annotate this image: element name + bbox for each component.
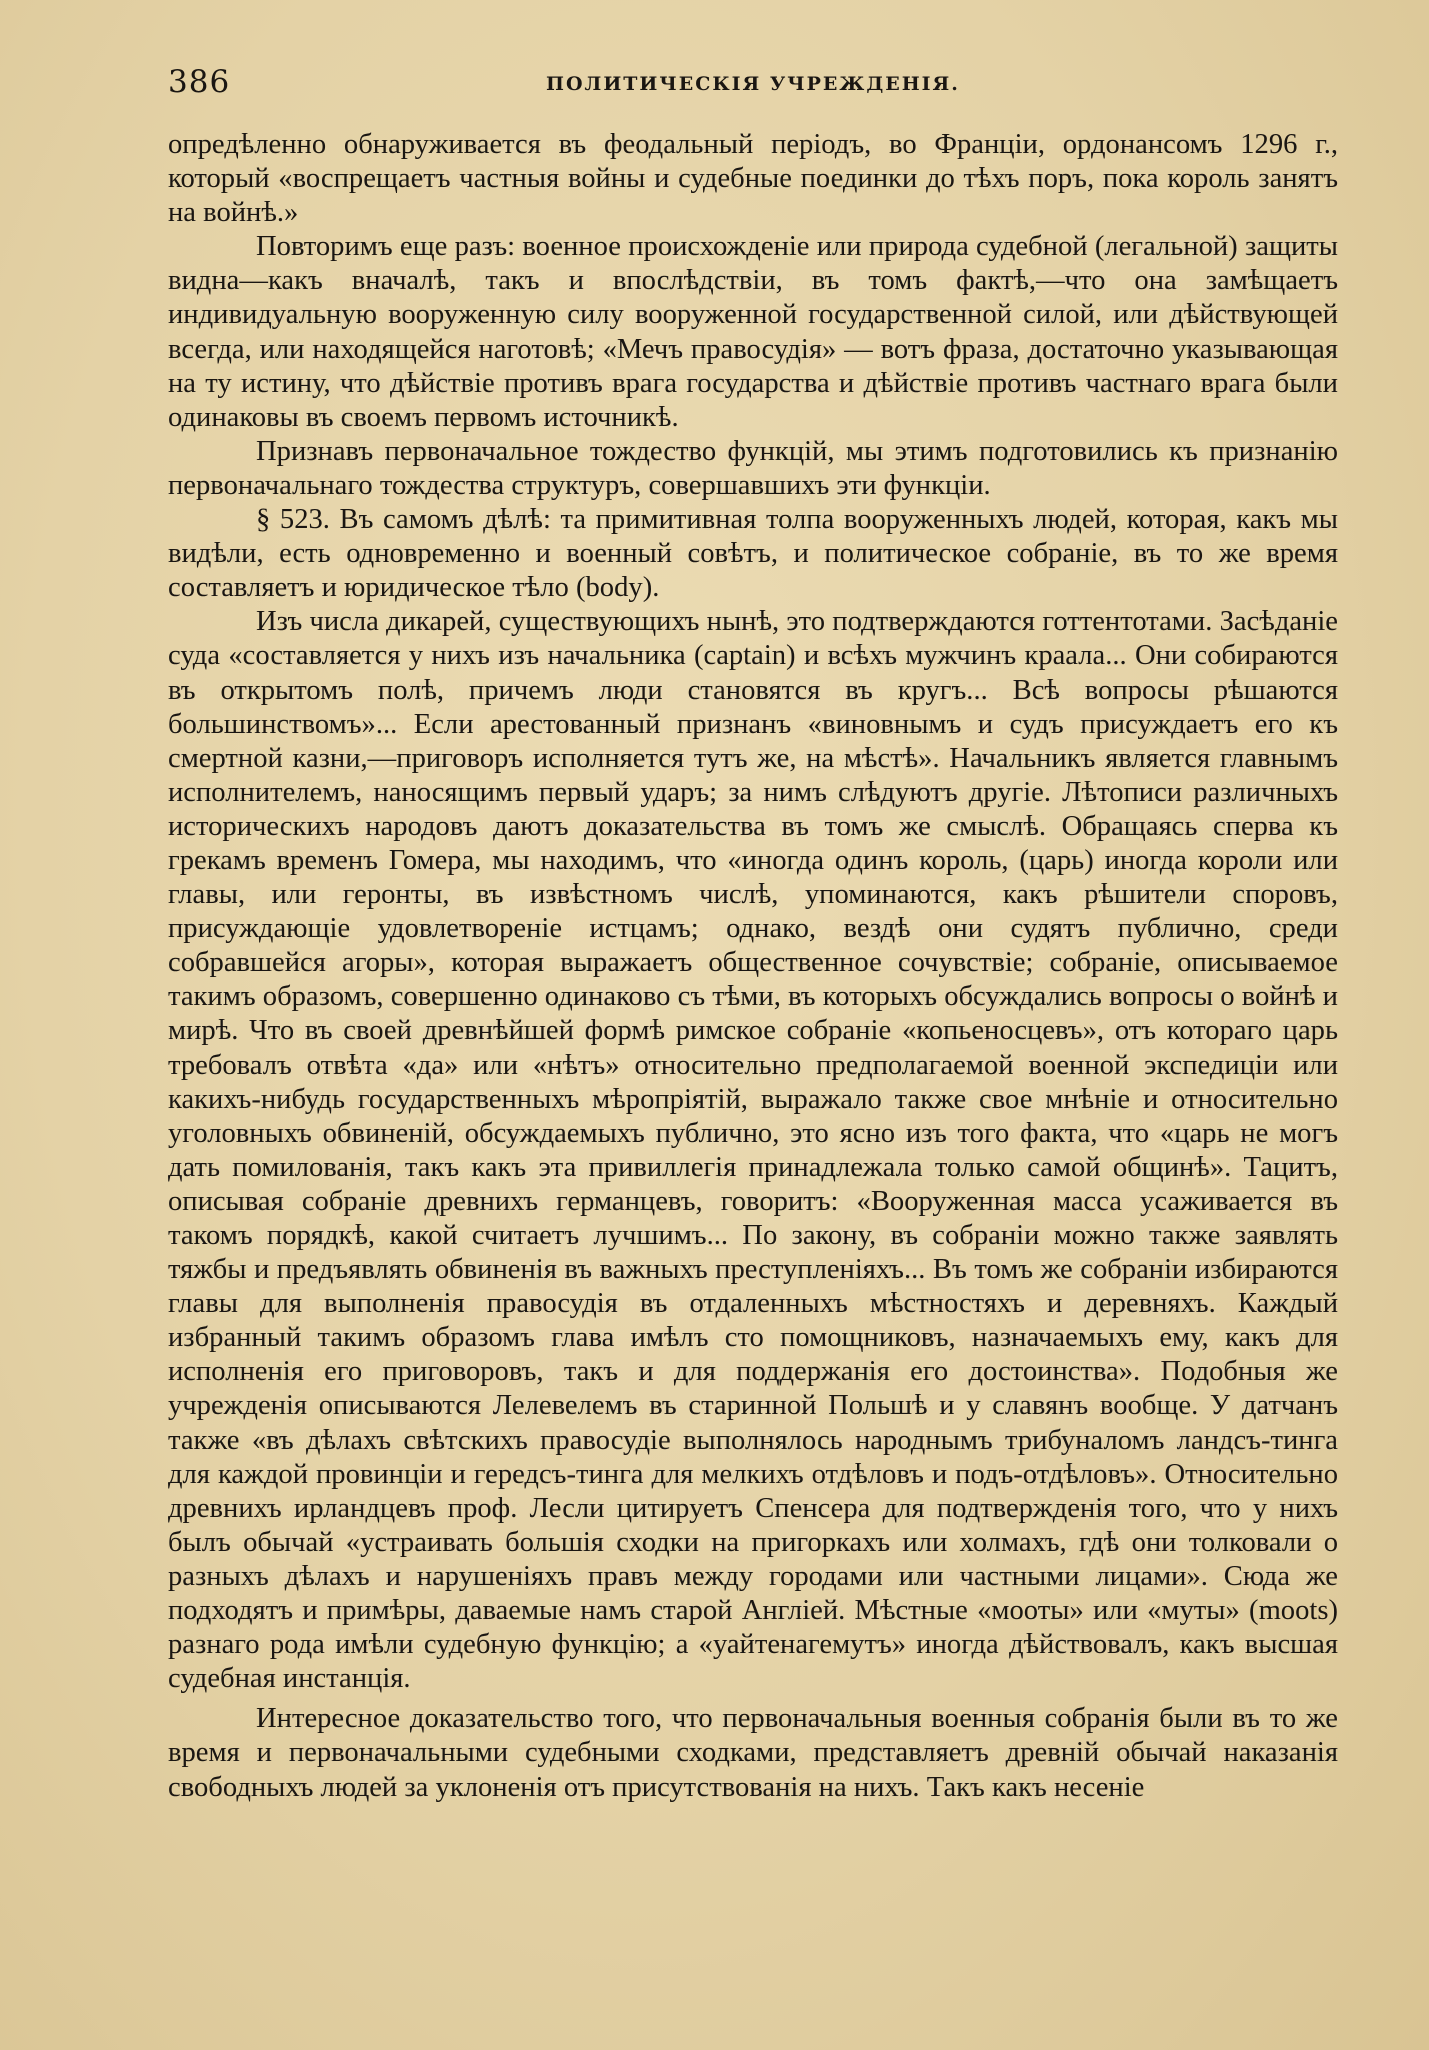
page-header	[168, 62, 1338, 102]
paragraph: Изъ числа дикарей, существующихъ нынѣ, это подтверждаются готтентотами. Засѣданіе суда «составляется у нихъ изъ начальника (captain) и всѣхъ мужчинъ краала... Они собираются въ открытомъ полѣ, причемъ люди становятся въ кругъ... Всѣ вопросы рѣшаются большинствомъ»... Если арестованный признанъ «виновнымъ и судъ присуждаетъ его къ смертной казни,—приговоръ исполняется тутъ же, на мѣстѣ». Начальникъ является главнымъ исполнителемъ, наносящимъ первый ударъ; за нимъ слѣдуютъ другіе. Лѣтописи различныхъ историческихъ народовъ даютъ доказательства въ томъ же смыслѣ. Обращаясь сперва къ грекамъ временъ Гомера, мы находимъ, что «иногда одинъ король, (царь) иногда короли или главы, или геронты, въ извѣстномъ числѣ, упоминаются, какъ рѣшители споровъ, присуждающіе удовлетвореніе истцамъ; однако, вездѣ они судятъ публично, среди собравшейся агоры», которая выражаетъ общественное сочувствіе; собраніе, описываемое такимъ образомъ, совершенно одинаково съ тѣми, въ которыхъ обсуждались вопросы о войнѣ и мирѣ. Что въ своей древнѣйшей формѣ римское собраніе «копьеносцевъ», отъ котораго царь требовалъ отвѣта «да» или «нѣтъ» относительно предполагаемой военной экспедиціи или какихъ-нибудь государственныхъ мѣропріятій, выражало также свое мнѣніе и относительно уголовныхъ обвиненій, обсуждаемыхъ публично, это ясно изъ того факта, что «царь не могъ дать помилованія, такъ какъ эта привиллегія принадлежала только самой общинѣ». Тацитъ, описывая собраніе древнихъ германцевъ, говоритъ: «Вооруженная масса усаживается въ такомъ порядкѣ, какой считаетъ лучшимъ... По закону, въ собраніи можно также заявлять тяжбы и предъявлять обвиненія въ важныхъ преступленіяхъ... Въ томъ же собраніи избираются главы для выполненія правосудія въ отдаленныхъ мѣстностяхъ и деревняхъ. Каждый избранный такимъ образомъ глава имѣлъ сто помощниковъ, назначаемыхъ ему, какъ для исполненія его приговоровъ, такъ и для поддержанія его достоинства». Подобныя же учрежденія описываются Лелевелемъ въ старинной Польшѣ и у славянъ вообще. У датчанъ также «въ дѣлахъ свѣтскихъ правосудіе выполнялось народнымъ трибуналомъ ландсъ-тинга для каждой провинціи и гередсъ-тинга для мелкихъ отдѣловъ и подъ-отдѣловъ». Относительно древнихъ ирландцевъ проф. Лесли цитируетъ Спенсера для подтвержденія того, что у нихъ былъ обычай «устраивать большія сходки на пригоркахъ или холмахъ, гдѣ они толковали о разныхъ дѣлахъ и нарушеніяхъ правъ между городами или частными лицами». Сюда же подходятъ и примѣры, даваемые намъ старой Англіей. Мѣстные «мооты» или «муты» (moots) разнаго рода имѣли судебную функцію; а «уайтенагемутъ» иногда дѣйствовалъ, какъ высшая судебная инстанція.	[168, 606, 1338, 1695]
body-text	[168, 128, 1338, 1805]
paragraph: Признавъ первоначальное тождество функцій, мы этимъ подготовились къ признанію первоначальнаго тождества структуръ, совершавшихъ эти функціи.	[168, 435, 1338, 501]
section-paragraph: § 523. Въ самомъ дѣлѣ: та примитивная толпа вооруженныхъ людей, которая, какъ мы видѣли, есть одновременно и военный совѣтъ, и политическое собраніе, въ то же время составляетъ и юридическое тѣло (body).	[168, 504, 1338, 604]
page-number: 386	[168, 64, 231, 100]
paragraph: Интересное доказательство того, что первоначальныя военныя собранія были въ то же время и первоначальными судебными сходками, представляетъ древній обычай наказанія свободныхъ людей за уклоненія отъ присутствованія на нихъ. Такъ какъ несеніе	[168, 1703, 1338, 1803]
paragraph: Повторимъ еще разъ: военное происхожденіе или природа судебной (легальной) защиты видна—какъ вначалѣ, такъ и впослѣдствіи, въ томъ фактѣ,—что она замѣщаетъ индивидуальную вооруженную силу вооруженной государственной силой, или дѣйствующей всегда, или находящейся наготовѣ; «Мечъ правосудія» — вотъ фраза, достаточно указывающая на ту истину, что дѣйствіе противъ врага государства и дѣйствіе противъ частнаго врага были одинаковы въ своемъ первомъ источникѣ.	[168, 231, 1338, 433]
paragraph-continued: опредѣленно обнаруживается въ феодальный періодъ, во Франціи, ордонансомъ 1296 г., который «воспрещаетъ частныя войны и судебные поединки до тѣхъ поръ, пока король занятъ на войнѣ.»	[168, 129, 1338, 229]
running-title: ПОЛИТИЧЕСКІЯ УЧРЕЖДЕНІЯ.	[546, 73, 960, 95]
